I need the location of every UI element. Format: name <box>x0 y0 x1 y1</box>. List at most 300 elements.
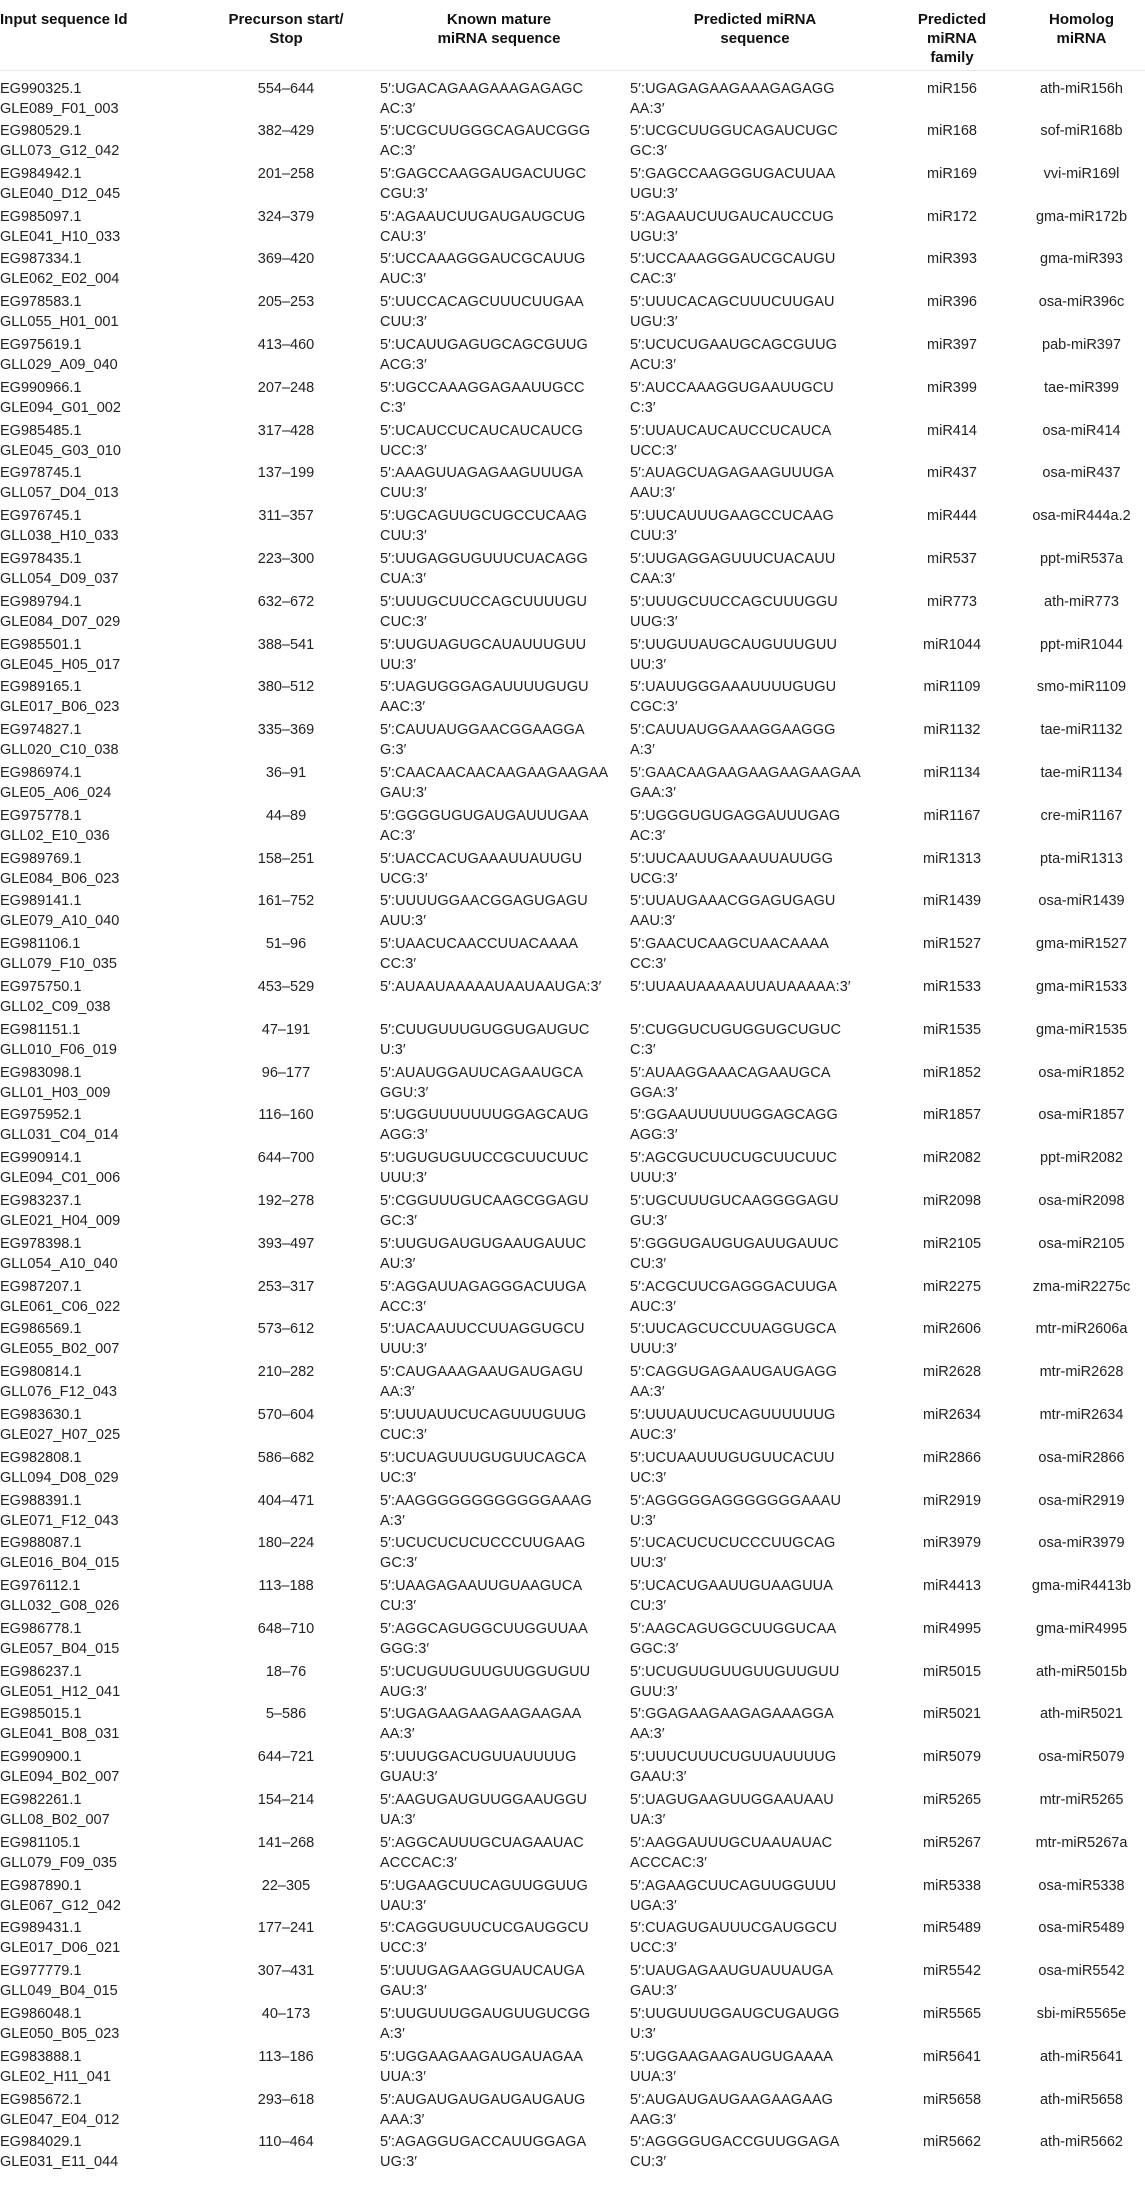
cell-predicted-sequence: 5′:CAUUAUGGAAAGGAAGGG A:3′ <box>630 722 836 759</box>
cell-predicted-family: miR2098 <box>922 1192 982 1209</box>
cell-known-sequence: 5′:GGGGUGUGAUGAUUUGAA AC:3′ <box>380 807 589 844</box>
cell-sequence-id: EG983237.1 GLE021_H04_009 <box>0 1192 121 1229</box>
cell-sequence-id: EG988087.1 GLE016_B04_015 <box>0 1535 120 1572</box>
table-row <box>0 1788 1145 1831</box>
table-row <box>0 1232 1145 1275</box>
cell-homolog: pab-miR397 <box>1042 336 1121 353</box>
cell-precursor-position: 648–710 <box>257 1620 315 1637</box>
cell-precursor-position: 18–76 <box>265 1663 307 1680</box>
table-row <box>0 1874 1145 1917</box>
cell-predicted-family: miR1535 <box>922 1021 982 1038</box>
table-row <box>0 205 1145 248</box>
cell-precursor-position: 177–241 <box>257 1920 315 1937</box>
table-row <box>0 1702 1145 1745</box>
table-row <box>0 2088 1145 2131</box>
cell-predicted-sequence: 5′:AUGAUGAUGAAGAAGAAG AAG:3′ <box>630 2091 834 2128</box>
cell-homolog: gma-miR4995 <box>1035 1620 1128 1637</box>
cell-sequence-id: EG975778.1 GLL02_E10_036 <box>0 807 110 844</box>
cell-homolog: osa-miR396c <box>1038 294 1125 311</box>
cell-homolog: ath-miR773 <box>1044 593 1119 610</box>
cell-known-sequence: 5′:UUUGAGAAGGUAUCAUGA GAU:3′ <box>380 1963 585 2000</box>
cell-sequence-id: EG976745.1 GLL038_H10_033 <box>0 508 119 545</box>
cell-sequence-id: EG983630.1 GLE027_H07_025 <box>0 1406 121 1443</box>
cell-predicted-sequence: 5′:UCUCUGAAUGCAGCGUUG ACU:3′ <box>630 336 838 373</box>
cell-predicted-family: miR1439 <box>922 893 982 910</box>
table-row <box>0 633 1145 676</box>
cell-predicted-family: miR2919 <box>922 1492 982 1509</box>
cell-predicted-sequence: 5′:UUCAGCUCCUUAGGUGCA UUU:3′ <box>630 1321 837 1358</box>
cell-predicted-sequence: 5′:GAACUCAAGCUAACAAAA CC:3′ <box>630 936 830 973</box>
cell-known-sequence: 5′:UUUAUUCUCAGUUUGUUG CUC:3′ <box>380 1406 587 1443</box>
cell-sequence-id: EG986778.1 GLE057_B04_015 <box>0 1620 120 1657</box>
cell-predicted-family: miR1313 <box>922 850 982 867</box>
cell-precursor-position: 22–305 <box>261 1877 311 1894</box>
cell-sequence-id: EG986569.1 GLE055_B02_007 <box>0 1321 120 1358</box>
cell-predicted-sequence: 5′:UCGCUUGGUCAGAUCUGC GC:3′ <box>630 123 838 159</box>
cell-sequence-id: EG989431.1 GLE017_D06_021 <box>0 1920 121 1957</box>
cell-homolog: pta-miR1313 <box>1039 850 1123 867</box>
cell-predicted-sequence: 5′:UGGGUGUGAGGAUUUGAG AC:3′ <box>630 807 841 844</box>
cell-predicted-sequence: 5′:UUAAUAAAAAUUAUAAAAA:3′ <box>630 978 851 995</box>
cell-homolog: mtr-miR2634 <box>1039 1406 1124 1423</box>
cell-predicted-sequence: 5′:UCUGUUGUUGUUGUUGUU GUU:3′ <box>630 1663 840 1700</box>
cell-sequence-id: EG990900.1 GLE094_B02_007 <box>0 1749 120 1786</box>
table-row <box>0 376 1145 419</box>
cell-known-sequence: 5′:CAUUAUGGAACGGAAGGA G:3′ <box>380 722 585 759</box>
cell-homolog: osa-miR2105 <box>1038 1235 1125 1252</box>
table-row <box>0 333 1145 376</box>
cell-sequence-id: EG975750.1 GLL02_C09_038 <box>0 978 111 1015</box>
cell-homolog: mtr-miR2606a <box>1035 1321 1128 1338</box>
cell-precursor-position: 51–96 <box>265 936 307 953</box>
cell-homolog: gma-miR1535 <box>1035 1021 1128 1038</box>
cell-homolog: mtr-miR5265 <box>1039 1792 1124 1809</box>
cell-predicted-family: miR1134 <box>923 764 981 781</box>
cell-predicted-family: miR1857 <box>922 1107 982 1124</box>
cell-homolog: tae-miR1134 <box>1040 764 1123 781</box>
cell-precursor-position: 380–512 <box>257 679 315 696</box>
cell-sequence-id: EG990325.1 GLE089_F01_003 <box>0 80 119 117</box>
cell-predicted-sequence: 5′:UAUUGGGAAAUUUUGUGU CGC:3′ <box>630 679 837 716</box>
cell-predicted-sequence: 5′:CUGGUCUGUGGUGCUGUC C:3′ <box>630 1021 842 1058</box>
cell-sequence-id: EG981105.1 GLL079_F09_035 <box>0 1834 117 1871</box>
table-row <box>0 1831 1145 1874</box>
cell-sequence-id: EG987890.1 GLE067_G12_042 <box>0 1877 121 1914</box>
header-homolog-mirna: Homolog miRNA <box>1018 0 1145 70</box>
cell-precursor-position: 307–431 <box>257 1963 315 1980</box>
cell-known-sequence: 5′:UUUUGGAACGGAGUGAGU AUU:3′ <box>380 893 588 930</box>
cell-predicted-sequence: 5′:ACGCUUCGAGGGACUUGA AUC:3′ <box>630 1278 838 1315</box>
cell-precursor-position: 210–282 <box>257 1364 315 1381</box>
cell-known-sequence: 5′:AGGCAGUGGCUUGGUUAA GGG:3′ <box>380 1620 588 1657</box>
cell-known-sequence: 5′:AUGAUGAUGAUGAUGAUG AAA:3′ <box>380 2091 586 2128</box>
cell-predicted-family: miR5267 <box>922 1834 982 1851</box>
cell-predicted-family: miR5021 <box>922 1706 982 1723</box>
table-row <box>0 590 1145 633</box>
cell-predicted-sequence: 5′:UUCAUUUGAAGCCUCAAG CUU:3′ <box>630 508 834 545</box>
cell-predicted-sequence: 5′:UCUAAUUUGUGUUCACUU UC:3′ <box>630 1449 835 1486</box>
cell-homolog: ath-miR156h <box>1039 80 1123 97</box>
cell-predicted-sequence: 5′:UUUGCUUCCAGCUUUGGU UUG:3′ <box>630 593 838 630</box>
cell-homolog: ath-miR5015b <box>1035 1663 1128 1680</box>
cell-precursor-position: 110–464 <box>258 2134 314 2151</box>
table-row <box>0 162 1145 205</box>
cell-precursor-position: 644–700 <box>257 1150 315 1167</box>
cell-known-sequence: 5′:UGAGAAGAAGAAGAAGAA AA:3′ <box>380 1706 582 1743</box>
cell-predicted-family: miR4995 <box>922 1620 982 1637</box>
cell-sequence-id: EG985097.1 GLE041_H10_033 <box>0 208 121 245</box>
table-row <box>0 1061 1145 1104</box>
cell-predicted-sequence: 5′:AUAGCUAGAGAAGUUUGA AAU:3′ <box>630 465 834 502</box>
cell-known-sequence: 5′:CAGGUGUUCUCGAUGGCU UCC:3′ <box>380 1920 589 1957</box>
header-input-sequence-id: Input sequence Id <box>0 0 198 70</box>
cell-known-sequence: 5′:UAACUCAACCUUACAAAA CC:3′ <box>380 936 579 973</box>
cell-precursor-position: 644–721 <box>257 1749 315 1766</box>
cell-predicted-family: miR2606 <box>922 1321 982 1338</box>
cell-sequence-id: EG975952.1 GLL031_C04_014 <box>0 1107 119 1144</box>
cell-sequence-id: EG976112.1 GLL032_G08_026 <box>0 1578 120 1615</box>
cell-homolog: ath-miR5641 <box>1039 2048 1123 2065</box>
cell-known-sequence: 5′:AGAGGUGACCAUUGGAGA UG:3′ <box>380 2134 587 2171</box>
cell-homolog: gma-miR172b <box>1035 208 1128 225</box>
cell-known-sequence: 5′:UUUGCUUCCAGCUUUUGU CUC:3′ <box>380 593 588 630</box>
cell-predicted-family: miR5265 <box>922 1792 982 1809</box>
cell-known-sequence: 5′:AUAAUAAAAAUAAUAAUGA:3′ <box>380 978 602 995</box>
cell-sequence-id: EG989794.1 GLE084_D07_029 <box>0 593 121 630</box>
cell-sequence-id: EG987207.1 GLE061_C06_022 <box>0 1278 121 1315</box>
cell-sequence-id: EG980814.1 GLL076_F12_043 <box>0 1364 117 1401</box>
cell-sequence-id: EG985485.1 GLE045_G03_010 <box>0 422 121 459</box>
cell-homolog: osa-miR444a.2 <box>1032 508 1131 525</box>
cell-predicted-sequence: 5′:GGGUGAUGUGAUUGAUUC CU:3′ <box>630 1235 839 1272</box>
cell-predicted-family: miR2082 <box>922 1150 982 1167</box>
cell-predicted-sequence: 5′:UCACUCUCUCCCUUGCAG UU:3′ <box>630 1535 836 1572</box>
cell-sequence-id: EG987334.1 GLE062_E02_004 <box>0 251 120 288</box>
cell-homolog: ppt-miR537a <box>1039 550 1123 567</box>
table-row <box>0 2002 1145 2045</box>
cell-predicted-family: miR5079 <box>922 1749 982 1766</box>
cell-predicted-sequence: 5′:AGAAGCUUCAGUUGGUUU UGA:3′ <box>630 1877 837 1914</box>
cell-precursor-position: 554–644 <box>257 80 315 97</box>
table-row <box>0 1189 1145 1232</box>
header-precursor-start-stop: Precurson start/ Stop <box>198 0 374 70</box>
cell-known-sequence: 5′:UUGUGAUGUGAAUGAUUC AU:3′ <box>380 1235 587 1272</box>
cell-predicted-sequence: 5′:UCCAAAGGGAUCGCAUGU CAC:3′ <box>630 251 836 288</box>
cell-known-sequence: 5′:UCUCUCUCUCCCUUGAAG GC:3′ <box>380 1535 586 1572</box>
table-row <box>0 889 1145 932</box>
cell-known-sequence: 5′:CAACAACAACAAGAAGAAGAA GAU:3′ <box>380 764 609 801</box>
cell-homolog: mtr-miR2628 <box>1039 1364 1124 1381</box>
header-row <box>0 0 1145 70</box>
cell-known-sequence: 5′:UACAAUUCCUUAGGUGCU UUU:3′ <box>380 1321 585 1358</box>
cell-precursor-position: 335–369 <box>257 722 315 739</box>
cell-precursor-position: 573–612 <box>257 1321 315 1338</box>
cell-known-sequence: 5′:AUAUGGAUUCAGAAUGCA GGU:3′ <box>380 1064 584 1101</box>
cell-sequence-id: EG981151.1 GLL010_F06_019 <box>0 1021 117 1058</box>
cell-predicted-sequence: 5′:UUGUUAUGCAUGUUUGUU UU:3′ <box>630 636 838 673</box>
cell-known-sequence: 5′:UGUGUGUUCCGCUUCUUC UUU:3′ <box>380 1150 589 1187</box>
cell-precursor-position: 324–379 <box>257 208 315 225</box>
cell-sequence-id: EG984942.1 GLE040_D12_045 <box>0 165 121 202</box>
cell-known-sequence: 5′:UGACAGAAGAAAGAGAGC AC:3′ <box>380 80 584 117</box>
cell-homolog: zma-miR2275c <box>1032 1278 1131 1295</box>
cell-sequence-id: EG989141.1 GLE079_A10_040 <box>0 893 120 930</box>
cell-predicted-family: miR2275 <box>922 1278 982 1295</box>
cell-predicted-sequence: 5′:AUAAGGAAACAGAAUGCA GGA:3′ <box>630 1064 831 1101</box>
cell-predicted-sequence: 5′:UUUCUUUCUGUUAUUUUG GAAU:3′ <box>630 1749 837 1786</box>
cell-predicted-family: miR444 <box>927 508 977 525</box>
cell-precursor-position: 36–91 <box>265 764 307 781</box>
cell-known-sequence: 5′:CGGUUUGUCAAGCGGAGU GC:3′ <box>380 1192 589 1229</box>
cell-homolog: ath-miR5658 <box>1039 2091 1123 2108</box>
cell-predicted-sequence: 5′:UAGUGAAGUUGGAAUAAU UA:3′ <box>630 1792 834 1829</box>
cell-known-sequence: 5′:CAUGAAAGAAUGAUGAGU AA:3′ <box>380 1364 584 1401</box>
cell-predicted-family: miR3979 <box>922 1535 982 1552</box>
cell-precursor-position: 413–460 <box>257 336 315 353</box>
cell-precursor-position: 141–268 <box>257 1834 315 1851</box>
table-header <box>0 0 1145 70</box>
cell-precursor-position: 47–191 <box>261 1021 311 1038</box>
table-row <box>0 504 1145 547</box>
cell-predicted-family: miR5662 <box>922 2134 982 2151</box>
cell-predicted-sequence: 5′:UGGAAGAAGAUGUGAAAA UUA:3′ <box>630 2048 834 2085</box>
table-row <box>0 1531 1145 1574</box>
cell-precursor-position: 192–278 <box>257 1192 315 1209</box>
cell-sequence-id: EG978745.1 GLL057_D04_013 <box>0 465 119 502</box>
cell-predicted-sequence: 5′:UGAGAGAAGAAAGAGAGG AA:3′ <box>630 80 835 117</box>
cell-known-sequence: 5′:UUUGGACUGUUAUUUUG GUAU:3′ <box>380 1749 577 1786</box>
cell-predicted-family: miR5658 <box>922 2091 982 2108</box>
cell-known-sequence: 5′:UCCAAAGGGAUCGCAUUG AUC:3′ <box>380 251 586 288</box>
cell-predicted-sequence: 5′:AGGGGGAGGGGGGGAAAU U:3′ <box>630 1492 842 1529</box>
cell-predicted-sequence: 5′:AUCCAAAGGUGAAUUGCU C:3′ <box>630 379 834 416</box>
table-row <box>0 1959 1145 2002</box>
cell-predicted-sequence: 5′:AAGCAGUGGCUUGGUCAA GGC:3′ <box>630 1620 837 1657</box>
cell-predicted-family: miR168 <box>927 123 977 139</box>
cell-homolog: osa-miR2919 <box>1038 1492 1125 1509</box>
cell-precursor-position: 161–752 <box>257 893 315 910</box>
cell-sequence-id: EG986237.1 GLE051_H12_041 <box>0 1663 121 1700</box>
cell-sequence-id: EG986974.1 GLE05_A06_024 <box>0 764 112 801</box>
cell-predicted-sequence: 5′:UUUAUUCUCAGUUUUUUG AUC:3′ <box>630 1406 836 1443</box>
cell-known-sequence: 5′:AAGGGGGGGGGGGGAAAG A:3′ <box>380 1492 592 1529</box>
cell-predicted-family: miR2866 <box>922 1449 982 1466</box>
cell-predicted-family: miR1109 <box>923 679 981 696</box>
cell-known-sequence: 5′:UCAUUGAGUGCAGCGUUG ACG:3′ <box>380 336 588 373</box>
cell-sequence-id: EG977779.1 GLL049_B04_015 <box>0 1963 118 2000</box>
cell-precursor-position: 388–541 <box>257 636 315 653</box>
cell-precursor-position: 205–253 <box>257 294 315 311</box>
cell-known-sequence: 5′:UAGUGGGAGAUUUUGUGU AAC:3′ <box>380 679 589 716</box>
cell-known-sequence: 5′:UAAGAGAAUUGUAAGUCA CU:3′ <box>380 1578 583 1615</box>
cell-known-sequence: 5′:UCUAGUUUGUGUUCAGCA UC:3′ <box>380 1449 587 1486</box>
cell-predicted-sequence: 5′:UUCAAUUGAAAUUAUUGG UCG:3′ <box>630 850 834 887</box>
cell-homolog: cre-miR1167 <box>1040 807 1123 824</box>
header-predicted-sequence: Predicted miRNA sequence <box>624 0 886 70</box>
header-known-mature-sequence: Known mature miRNA sequence <box>374 0 624 70</box>
cell-known-sequence: 5′:UACCACUGAAAUUAUUGU UCG:3′ <box>380 850 583 887</box>
cell-predicted-family: miR399 <box>927 379 977 396</box>
cell-homolog: osa-miR1439 <box>1038 893 1125 910</box>
table-row <box>0 1574 1145 1617</box>
cell-predicted-family: miR437 <box>927 465 977 482</box>
table-row <box>0 1745 1145 1788</box>
cell-predicted-sequence: 5′:AGGGGUGACCGUUGGAGA CU:3′ <box>630 2134 840 2171</box>
cell-precursor-position: 154–214 <box>257 1792 315 1809</box>
cell-precursor-position: 453–529 <box>257 978 315 995</box>
cell-sequence-id: EG990914.1 GLE094_C01_006 <box>0 1150 121 1187</box>
table-row <box>0 1916 1145 1959</box>
table-row <box>0 419 1145 462</box>
cell-predicted-family: miR2634 <box>922 1406 982 1423</box>
cell-precursor-position: 116–160 <box>258 1107 314 1124</box>
cell-predicted-family: miR2628 <box>922 1364 982 1381</box>
cell-sequence-id: EG985501.1 GLE045_H05_017 <box>0 636 121 673</box>
table-row <box>0 1617 1145 1660</box>
cell-homolog: osa-miR3979 <box>1038 1535 1125 1552</box>
cell-sequence-id: EG989769.1 GLE084_B06_023 <box>0 850 120 887</box>
cell-homolog: mtr-miR5267a <box>1035 1834 1128 1851</box>
cell-homolog: ppt-miR2082 <box>1039 1150 1123 1167</box>
cell-known-sequence: 5′:UCGCUUGGGCAGAUCGGG AC:3′ <box>380 123 591 159</box>
cell-homolog: osa-miR414 <box>1042 422 1121 439</box>
table-row <box>0 1360 1145 1403</box>
cell-homolog: ppt-miR1044 <box>1039 636 1123 653</box>
cell-predicted-family: miR5015 <box>922 1663 982 1680</box>
cell-predicted-family: miR5542 <box>922 1963 982 1980</box>
cell-predicted-family: miR1167 <box>923 807 981 824</box>
cell-known-sequence: 5′:UCUGUUGUUGUUGGUGUU AUG:3′ <box>380 1663 591 1700</box>
cell-known-sequence: 5′:CUUGUUUGUGGUGAUGUC U:3′ <box>380 1021 590 1058</box>
cell-sequence-id: EG983098.1 GLL01_H03_009 <box>0 1064 111 1101</box>
cell-homolog: gma-miR1533 <box>1035 978 1128 995</box>
cell-precursor-position: 137–199 <box>257 465 315 482</box>
table-row <box>0 1446 1145 1489</box>
cell-sequence-id: EG985672.1 GLE047_E04_012 <box>0 2091 120 2128</box>
table-row <box>0 461 1145 504</box>
cell-predicted-family: miR393 <box>927 251 977 268</box>
cell-predicted-family: miR1527 <box>922 936 982 953</box>
cell-homolog: ath-miR5021 <box>1039 1706 1123 1723</box>
cell-known-sequence: 5′:UGCCAAAGGAGAAUUGCC C:3′ <box>380 379 585 416</box>
cell-known-sequence: 5′:UGAAGCUUCAGUUGGUUG UAU:3′ <box>380 1877 588 1914</box>
cell-homolog: osa-miR1857 <box>1038 1107 1125 1124</box>
cell-predicted-family: miR172 <box>927 208 977 225</box>
cell-homolog: osa-miR5079 <box>1038 1749 1125 1766</box>
cell-predicted-sequence: 5′:UUUCACAGCUUUCUUGAU UGU:3′ <box>630 294 835 331</box>
cell-homolog: gma-miR1527 <box>1035 936 1128 953</box>
cell-predicted-family: miR397 <box>927 336 977 353</box>
cell-precursor-position: 382–429 <box>257 123 315 139</box>
cell-predicted-sequence: 5′:UUAUGAAACGGAGUGAGU AAU:3′ <box>630 893 836 930</box>
cell-predicted-family: miR156 <box>927 80 977 97</box>
cell-predicted-family: miR414 <box>927 422 977 439</box>
cell-homolog: sof-miR168b <box>1040 123 1123 139</box>
table-body <box>0 70 1145 2173</box>
cell-precursor-position: 570–604 <box>257 1406 315 1423</box>
header-predicted-family: Predicted miRNA family <box>886 0 1018 70</box>
cell-sequence-id: EG983888.1 GLE02_H11_041 <box>0 2048 111 2085</box>
cell-sequence-id: EG974827.1 GLL020_C10_038 <box>0 722 119 759</box>
table-row <box>0 975 1145 1018</box>
cell-predicted-sequence: 5′:UGCUUUGUCAAGGGGAGU GU:3′ <box>630 1192 839 1229</box>
cell-homolog: gma-miR4413b <box>1031 1578 1132 1595</box>
cell-precursor-position: 113–188 <box>258 1578 314 1595</box>
table-row <box>0 1275 1145 1318</box>
cell-predicted-sequence: 5′:CUAGUGAUUUCGAUGGCU UCC:3′ <box>630 1920 838 1957</box>
cell-precursor-position: 201–258 <box>257 165 315 182</box>
cell-predicted-sequence: 5′:GAGCCAAGGGUGACUUAA UGU:3′ <box>630 165 836 202</box>
cell-sequence-id: EG975619.1 GLL029_A09_040 <box>0 336 118 373</box>
table-row <box>0 1489 1145 1532</box>
cell-precursor-position: 180–224 <box>257 1535 315 1552</box>
cell-sequence-id: EG982261.1 GLL08_B02_007 <box>0 1792 110 1829</box>
cell-predicted-family: miR396 <box>927 294 977 311</box>
cell-known-sequence: 5′:AGAAUCUUGAUGAUGCUG CAU:3′ <box>380 208 586 245</box>
table-row <box>0 761 1145 804</box>
cell-known-sequence: 5′:UCAUCCUCAUCAUCAUCG UCC:3′ <box>380 422 584 459</box>
cell-known-sequence: 5′:UGGAAGAAGAUGAUAGAA UUA:3′ <box>380 2048 584 2085</box>
cell-predicted-sequence: 5′:AAGGAUUUGCUAAUAUAC ACCCAC:3′ <box>630 1834 833 1871</box>
cell-precursor-position: 5–586 <box>265 1706 307 1723</box>
cell-precursor-position: 293–618 <box>257 2091 315 2108</box>
cell-homolog: osa-miR5489 <box>1038 1920 1125 1937</box>
cell-precursor-position: 311–357 <box>258 508 314 525</box>
cell-known-sequence: 5′:UGGUUUUUUUGGAGCAUG AGG:3′ <box>380 1107 589 1144</box>
cell-known-sequence: 5′:UUGAGGUGUUUCUACAGG CUA:3′ <box>380 550 588 587</box>
cell-precursor-position: 586–682 <box>257 1449 315 1466</box>
cell-sequence-id: EG988391.1 GLE071_F12_043 <box>0 1492 119 1529</box>
cell-sequence-id: EG985015.1 GLE041_B08_031 <box>0 1706 120 1743</box>
cell-predicted-sequence: 5′:GAACAAGAAGAAGAAGAAGAA GAA:3′ <box>630 764 861 801</box>
cell-homolog: tae-miR399 <box>1044 379 1119 396</box>
table-row <box>0 547 1145 590</box>
cell-precursor-position: 223–300 <box>257 550 315 567</box>
cell-predicted-family: miR1533 <box>922 978 982 995</box>
table-row <box>0 804 1145 847</box>
cell-precursor-position: 253–317 <box>257 1278 315 1295</box>
cell-known-sequence: 5′:UUCCACAGCUUUCUUGAA CUU:3′ <box>380 294 584 331</box>
cell-precursor-position: 40–173 <box>261 2006 311 2023</box>
cell-known-sequence: 5′:AAGUGAUGUUGGAAUGGU UA:3′ <box>380 1792 588 1829</box>
table-row <box>0 70 1145 119</box>
cell-predicted-sequence: 5′:UAUGAGAAUGUAUUAUGA GAU:3′ <box>630 1963 834 2000</box>
cell-predicted-sequence: 5′:AGAAUCUUGAUCAUCCUG UGU:3′ <box>630 208 834 245</box>
cell-precursor-position: 44–89 <box>265 807 307 824</box>
cell-known-sequence: 5′:UGCAGUUGCUGCCUCAAG CUU:3′ <box>380 508 588 545</box>
cell-predicted-sequence: 5′:AGCGUCUUCUGCUUCUUC UUU:3′ <box>630 1150 838 1187</box>
cell-predicted-sequence: 5′:GGAGAAGAAGAGAAAGGA AA:3′ <box>630 1706 834 1743</box>
cell-sequence-id: EG986048.1 GLE050_B05_023 <box>0 2006 120 2043</box>
cell-predicted-family: miR169 <box>927 165 977 182</box>
cell-known-sequence: 5′:AAAGUUAGAGAAGUUUGA CUU:3′ <box>380 465 584 502</box>
cell-sequence-id: EG984029.1 GLE031_E11_044 <box>0 2134 119 2171</box>
cell-precursor-position: 113–186 <box>258 2048 314 2065</box>
cell-sequence-id: EG978435.1 GLL054_D09_037 <box>0 550 119 587</box>
table-row <box>0 1403 1145 1446</box>
cell-predicted-family: miR537 <box>927 550 977 567</box>
cell-known-sequence: 5′:AGGCAUUUGCUAGAAUAC ACCCAC:3′ <box>380 1834 584 1871</box>
cell-predicted-family: miR2105 <box>922 1235 982 1252</box>
cell-predicted-family: miR1132 <box>923 722 981 739</box>
table-row <box>0 1103 1145 1146</box>
cell-precursor-position: 317–428 <box>257 422 315 439</box>
table-row <box>0 932 1145 975</box>
cell-known-sequence: 5′:AGGAUUAGAGGGACUUGA ACC:3′ <box>380 1278 587 1315</box>
table-row <box>0 1660 1145 1703</box>
table-row <box>0 1018 1145 1061</box>
cell-sequence-id: EG989165.1 GLE017_B06_023 <box>0 679 120 716</box>
